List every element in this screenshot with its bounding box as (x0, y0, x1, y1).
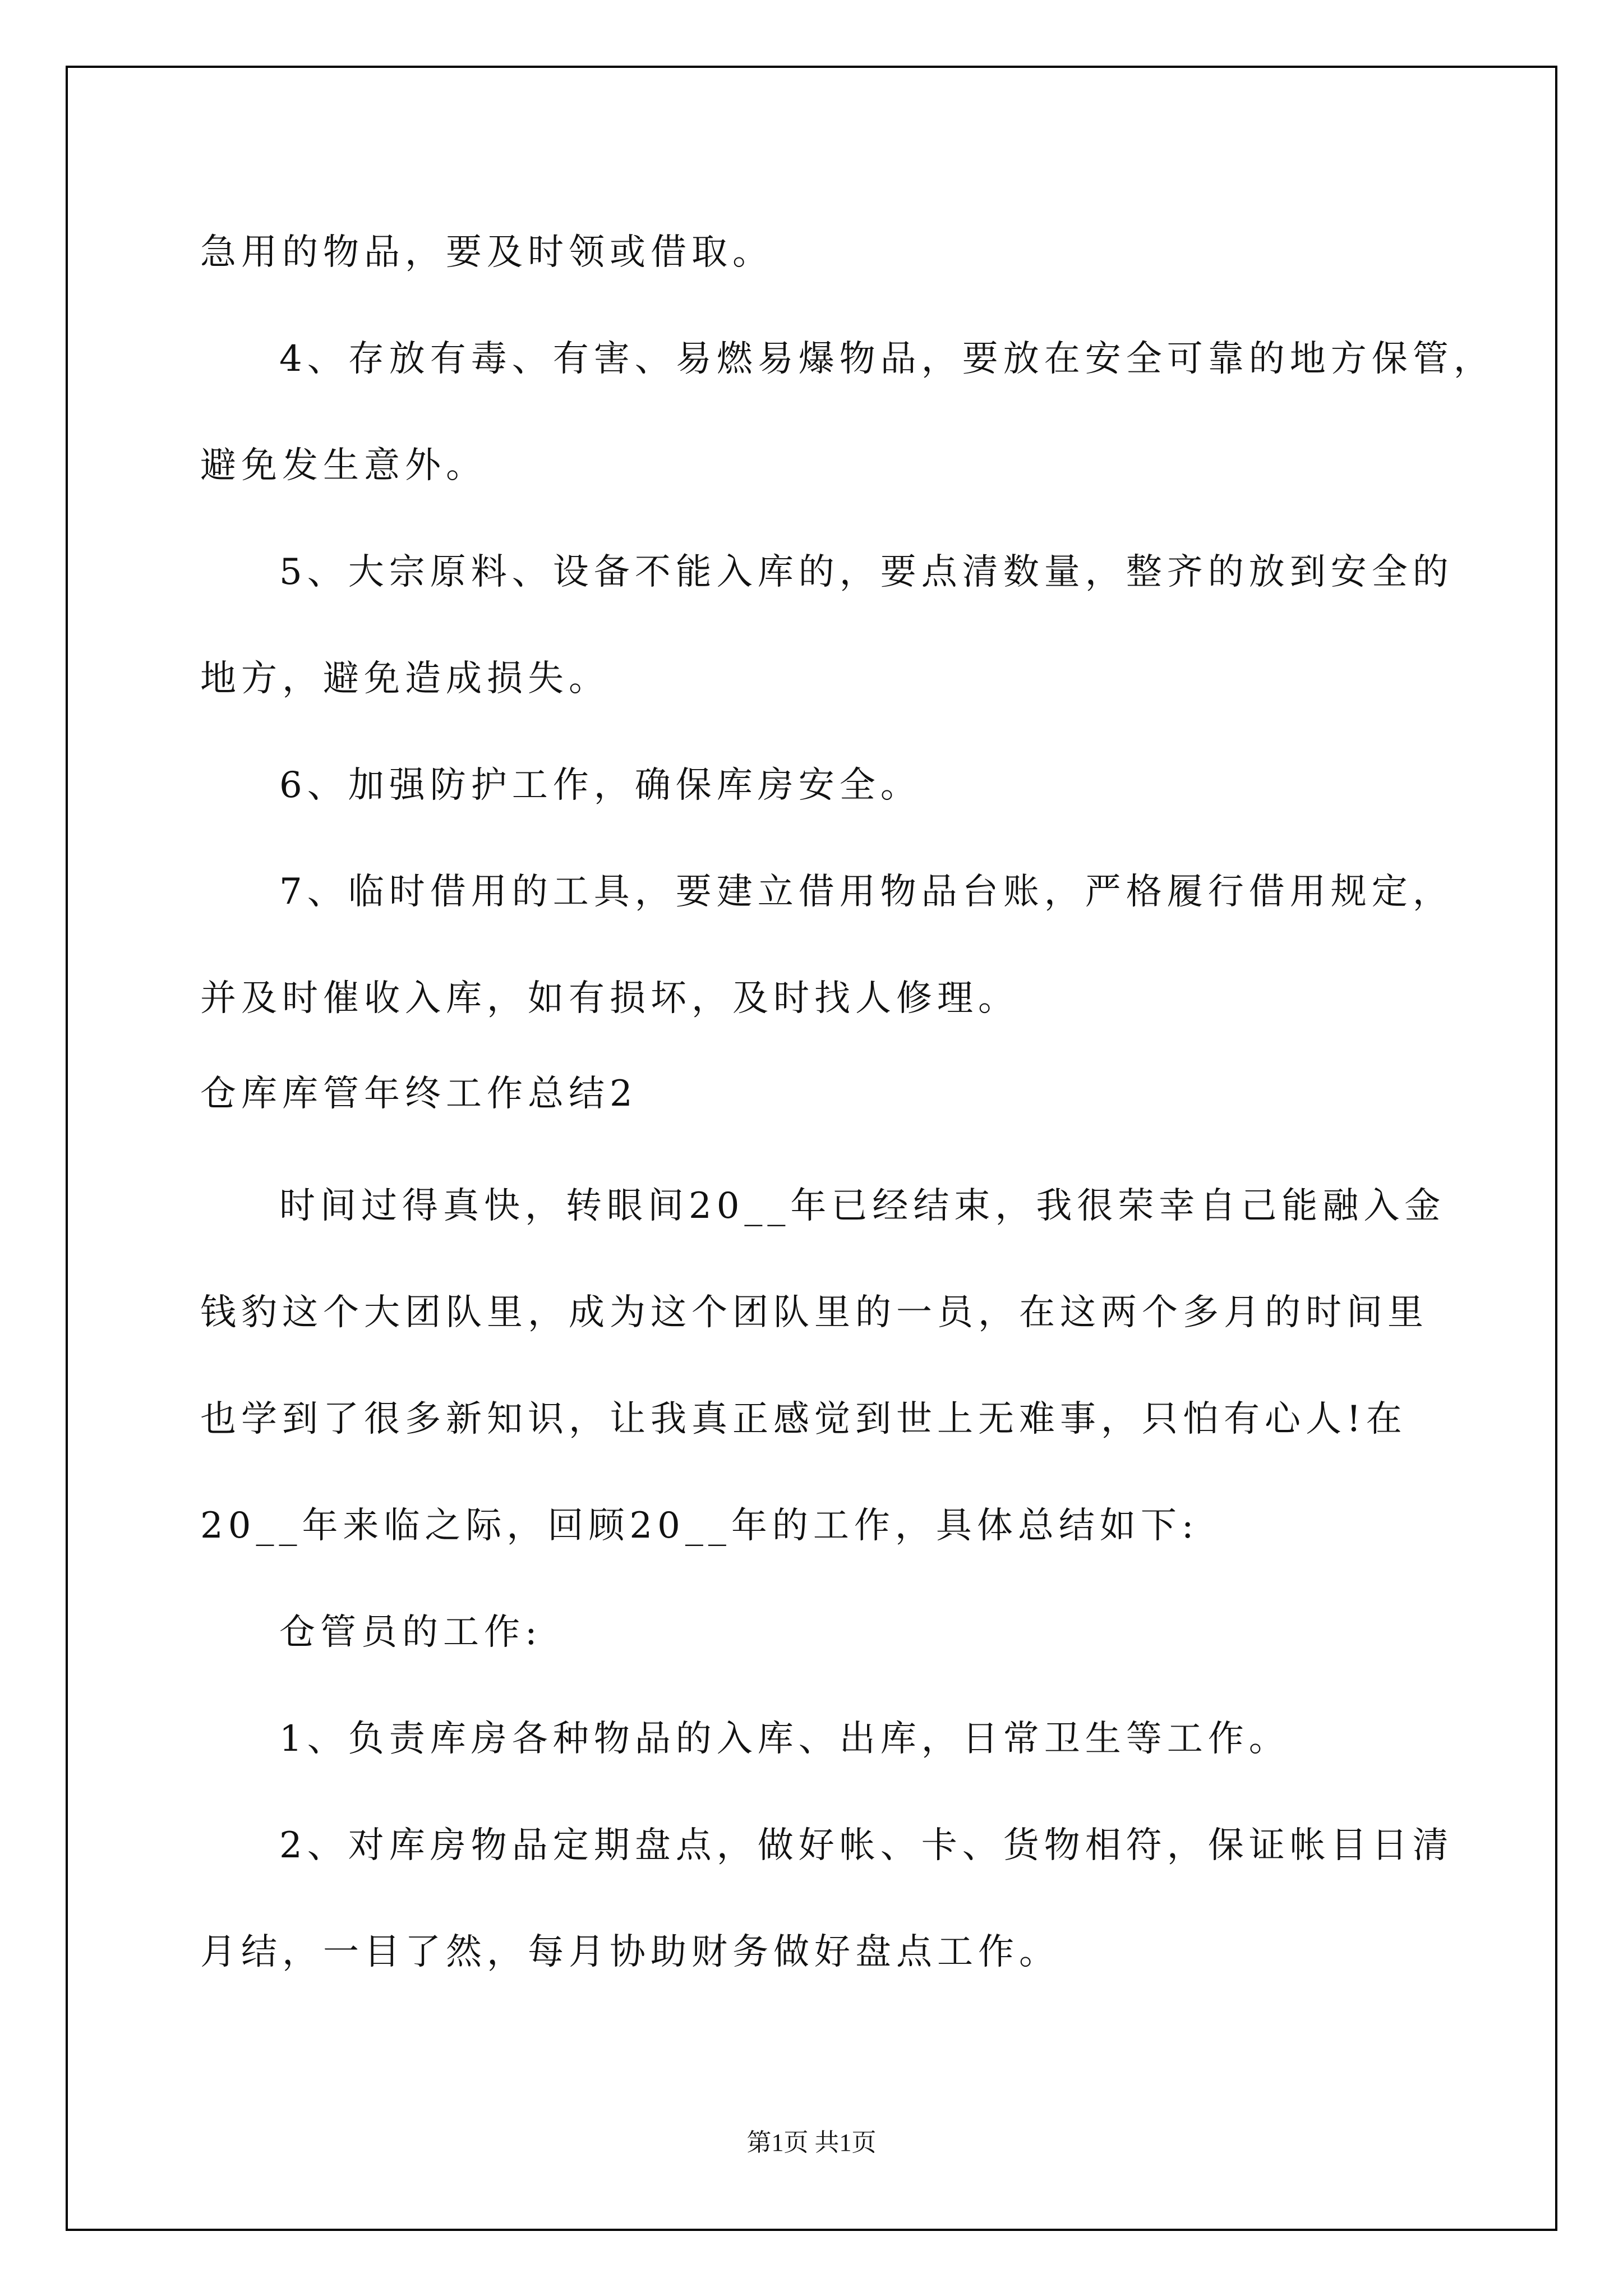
text-line-17: 月结，一目了然，每月协助财务做好盘点工作。 (200, 1931, 1060, 1973)
text-line-2: 4、存放有毒、有害、易燃易爆物品，要放在安全可靠的地方保管， (279, 338, 1495, 380)
page-border (66, 66, 1557, 2231)
page-number-footer: 第1页 共1页 (746, 2129, 877, 2156)
text-line-10: 时间过得真快，转眼间20__年已经结束，我很荣幸自己能融入金 (279, 1185, 1446, 1227)
text-line-6: 6、加强防护工作，确保库房安全。 (279, 765, 921, 806)
text-line-11: 钱豹这个大团队里，成为这个团队里的一员，在这两个多月的时间里 (200, 1292, 1428, 1333)
text-line-8: 并及时催收入库，如有损坏，及时找人修理。 (200, 978, 1019, 1019)
section-heading: 仓库库管年终工作总结2 (200, 1073, 638, 1115)
text-line-4: 5、大宗原料、设备不能入库的，要点清数量，整齐的放到安全的 (279, 551, 1454, 593)
text-line-7: 7、临时借用的工具，要建立借用物品台账，严格履行借用规定， (279, 871, 1454, 913)
text-line-16: 2、对库房物品定期盘点，做好帐、卡、货物相符，保证帐目日清 (279, 1825, 1454, 1866)
text-line-13: 20__年来临之际，回顾20__年的工作，具体总结如下: (200, 1505, 1199, 1547)
text-line-5: 地方，避免造成损失。 (200, 658, 610, 700)
text-line-12: 也学到了很多新知识，让我真正感觉到世上无难事，只怕有心人!在 (200, 1398, 1407, 1440)
text-line-1: 急用的物品，要及时领或借取。 (200, 232, 773, 273)
text-line-3: 避免发生意外。 (200, 445, 487, 486)
text-line-15: 1、负责库房各种物品的入库、出库，日常卫生等工作。 (279, 1718, 1290, 1760)
text-line-14: 仓管员的工作: (279, 1612, 542, 1653)
